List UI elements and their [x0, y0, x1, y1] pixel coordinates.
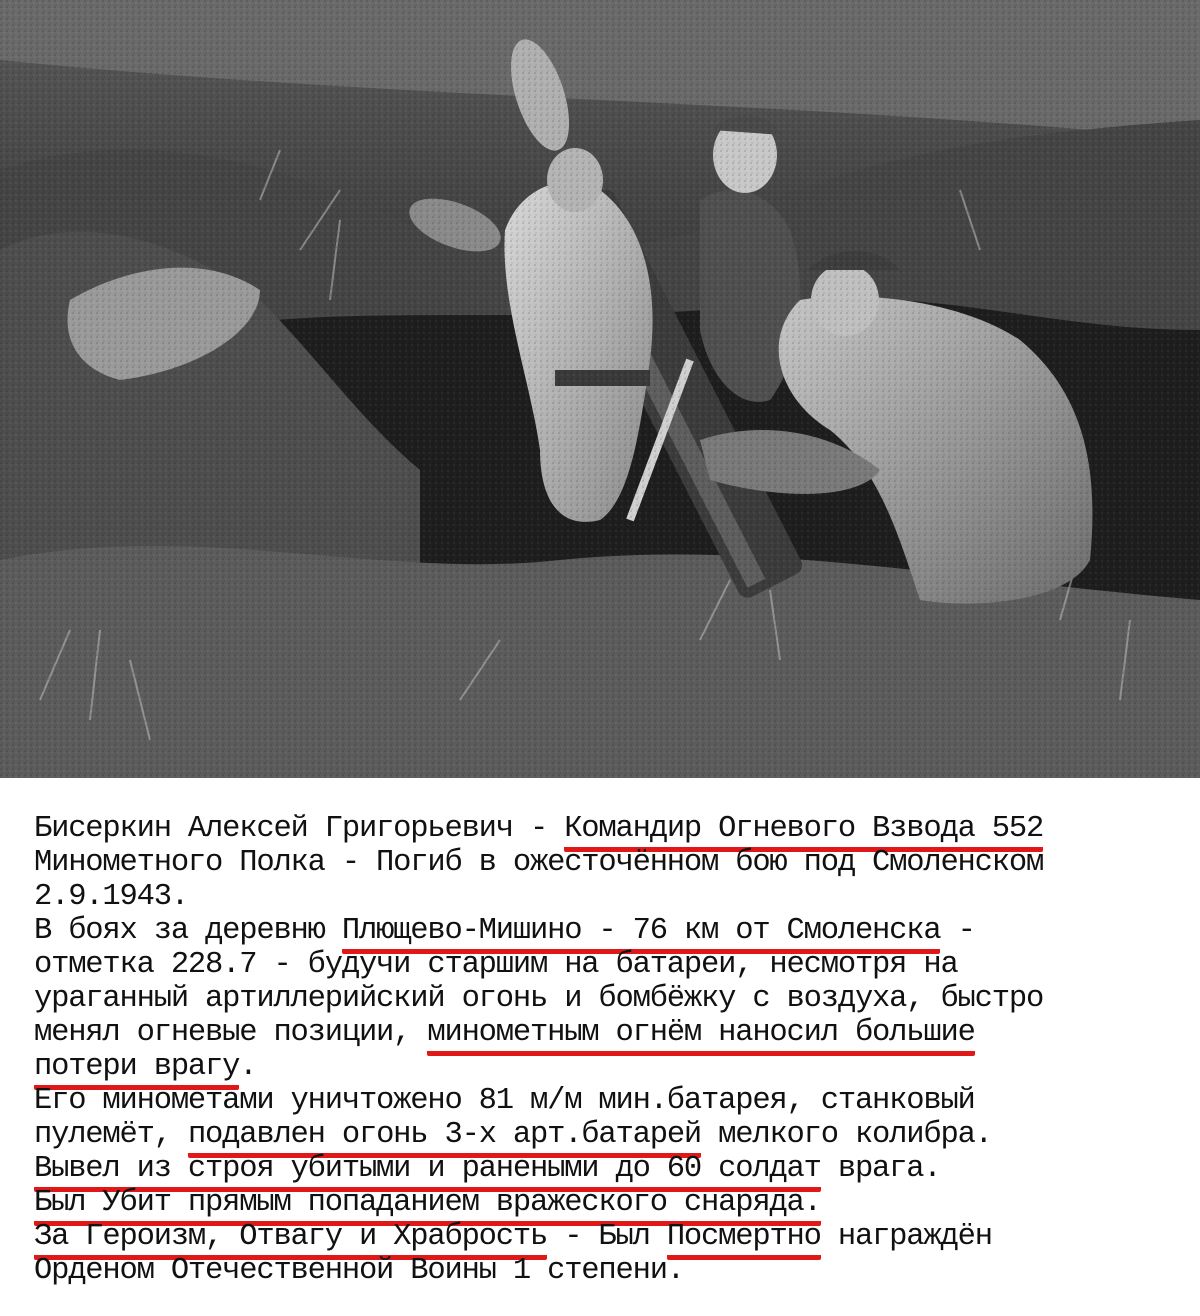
underlined-text: За Героизм, Отвагу и Храбрость	[34, 1220, 547, 1260]
caption-line-4	[34, 914, 1184, 948]
caption-line-8	[34, 1050, 1184, 1084]
underlined-text: потери врагу	[34, 1050, 239, 1090]
caption-text-segment: отметка 228.7 - будучи старшим на батареи, несмотря на	[34, 948, 958, 982]
caption-text-segment: врага.	[820, 1152, 941, 1186]
underlined-text: Вывел из строя убитыми и ранеными до 60 солдат	[34, 1152, 821, 1192]
caption-line-11	[34, 1152, 1184, 1186]
caption-text-segment: Его минометами уничтожено 81 м/м мин.батарея, станковый	[34, 1084, 975, 1118]
caption-line-1	[34, 812, 1184, 846]
caption-line-5	[34, 948, 1184, 982]
caption-text-segment: менял огневые позиции,	[34, 1016, 428, 1050]
caption-text-segment: - Был	[547, 1220, 667, 1254]
caption-text-segment: Орденом Отечественной Воины 1 степени.	[34, 1254, 684, 1288]
underlined-text: Командир Огневого Взвода 552	[564, 812, 1043, 852]
underlined-text: Плющево-Мишино - 76 км от Смоленска	[342, 914, 941, 954]
caption-text-segment: ураганный артиллерийский огонь и бомбёжку с воздуха, быстро	[34, 982, 1044, 1016]
caption-text-segment: В боях за деревню	[34, 914, 342, 948]
underlined-text: Был Убит прямым попаданием вражеского снаряда.	[34, 1186, 821, 1226]
caption-text	[34, 812, 1184, 1288]
caption-line-7	[34, 1016, 1184, 1050]
caption-line-10	[34, 1118, 1184, 1152]
caption-text-segment: мелкого колибра.	[701, 1118, 992, 1152]
caption-text-segment: награждён	[820, 1220, 992, 1254]
caption-line-6	[34, 982, 1184, 1016]
caption-line-3	[34, 880, 1184, 914]
caption-line-12	[34, 1186, 1184, 1220]
underlined-text: Посмертно	[667, 1220, 821, 1260]
caption-date: 2.9.1943.	[34, 880, 188, 914]
underlined-text: минометным огнём наносил большие	[427, 1016, 974, 1056]
caption-text-segment: -	[940, 914, 975, 948]
caption-text-segment: Минометного Полка - Погиб в ожесточённом бою под Смоленском	[34, 846, 1044, 880]
caption-line-14	[34, 1254, 1184, 1288]
underlined-text: подавлен огонь 3-х арт.батарей	[188, 1118, 701, 1158]
caption-line-2	[34, 846, 1184, 880]
caption-text-segment: .	[239, 1050, 257, 1084]
caption-text-segment: Бисеркин Алексей Григорьевич -	[34, 812, 565, 846]
caption-text-segment: пулемёт,	[34, 1118, 188, 1152]
caption-line-13	[34, 1220, 1184, 1254]
caption-line-9	[34, 1084, 1184, 1118]
